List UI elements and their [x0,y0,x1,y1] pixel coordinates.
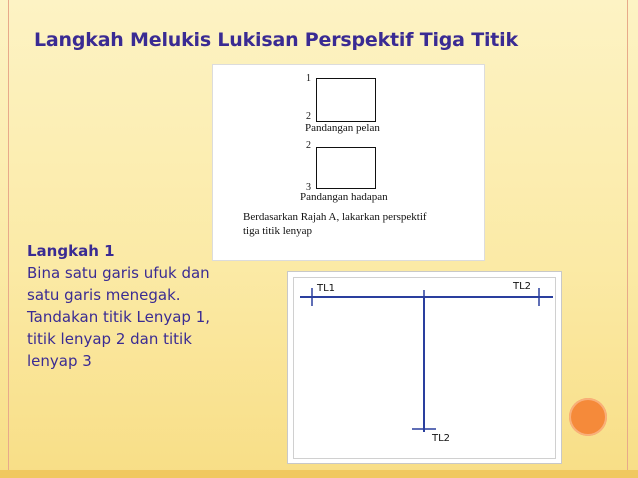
bottom-band [0,470,638,478]
construction-lines [288,272,561,463]
front-view-rectangle [316,147,376,189]
step-line: Tandakan titik Lenyap 1, [27,308,211,326]
step-description [27,240,257,372]
tl1-label: TL1 [317,283,336,294]
slide-title: Langkah Melukis Lukisan Perspektif Tiga Titik [34,29,518,51]
step-line: titik lenyap 2 dan titik [27,330,192,348]
step-line: lenyap 3 [27,352,92,370]
view-number-2-front: 2 [306,140,311,151]
plan-view-label: Pandangan pelan [305,122,380,134]
figure-caption-line-1: Berdasarkan Rajah A, lakarkan perspektif [243,211,427,223]
plan-view-rectangle [316,78,376,122]
figure-views [212,64,485,261]
figure-construction [287,271,562,464]
view-number-1: 1 [306,73,311,84]
tl2-label: TL2 [513,281,532,292]
figure-caption-line-2: tiga titik lenyap [243,225,313,237]
view-number-3: 3 [306,182,311,193]
step-heading: Langkah 1 [27,242,115,260]
orange-circle-decoration [569,398,607,436]
tl3-label: TL2 [432,433,451,444]
front-view-label: Pandangan hadapan [300,191,388,203]
view-number-2-plan: 2 [306,111,311,122]
step-line: satu garis menegak. [27,286,181,304]
step-line: Bina satu garis ufuk dan [27,264,210,282]
